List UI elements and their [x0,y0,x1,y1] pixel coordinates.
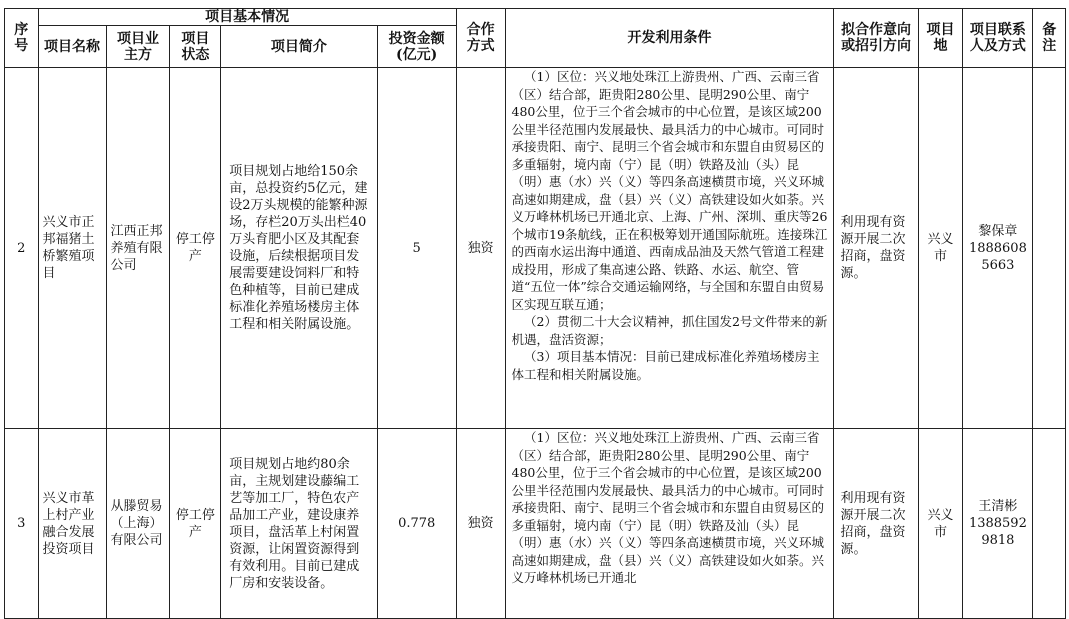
contact-phone: 13885929818 [968,516,1027,548]
condition-paragraph: （2）贯彻二十大会议精神，抓住国发2号文件带来的新机遇，盘活资源； [511,314,828,347]
header-intent: 拟合作意向或招引方向 [834,9,918,68]
row-status: 停工停产 [170,429,221,619]
row-intent: 利用现有资源开展二次招商，盘资源。 [834,68,918,429]
table-row [5,429,1066,619]
row-conditions [505,68,834,429]
header-owner: 项目业主方 [106,26,170,68]
row-contact [963,429,1033,619]
header-summary: 项目简介 [221,26,377,68]
header-basic-group: 项目基本情况 [38,9,456,26]
contact-name: 王清彬 [978,499,1018,514]
row-status: 停工停产 [170,68,221,429]
project-table [4,8,1066,619]
header-index: 序号 [5,9,39,68]
contact-phone: 18886085663 [968,240,1027,273]
row-remark [1033,429,1066,619]
header-conditions: 开发利用条件 [505,9,834,68]
row-owner: 从滕贸易（上海）有限公司 [106,429,170,619]
row-conditions [505,429,834,619]
table-row [5,68,1066,429]
header-name: 项目名称 [38,26,106,68]
row-name: 兴义市正邦福猪土桥繁殖项目 [38,68,106,429]
row-remark [1033,68,1066,429]
header-status: 项目状态 [170,26,221,68]
condition-paragraph: （1）区位：兴义地处珠江上游贵州、广西、云南三省（区）结合部，距贵阳280公里、昆明290公里、南宁480公里，位于三个省会城市的中心位置，是该区域200公里半径范围内发展最快、最具活力的中心城市。可同时承接贵阳、南宁、昆明三个省会城市和东盟自由贸易区的多重辐射，境内南（宁）昆（明）铁路及汕（头）昆（明）惠（水）兴（义）等四条高速横贯市境，兴义环城高速如期建成，盘（县）兴（义）高铁建设如火如荼。兴义万峰林机场已开通北 [511,430,825,585]
row-owner: 江西正邦养殖有限公司 [106,68,170,429]
condition-paragraph: （1）区位：兴义地处珠江上游贵州、广西、云南三省（区）结合部，距贵阳280公里、昆明290公里、南宁480公里，位于三个省会城市的中心位置，是该区域200公里半径范围内发展最快、最具活力的中心城市。可同时承接贵阳、南宁、昆明三个省会城市和东盟自由贸易区的多重辐射，境内南（宁）昆（明）铁路及汕（头）昆（明）惠（水）兴（义）等四条高速横贯市境，兴义环城高速如期建成，盘（县）兴（义）高铁建设如火如荼。兴义万峰林机场已开通北京、上海、广州、深圳、重庆等26个城市19条航线，正在积极筹划开通国际航班。连接珠江的西南水运出海中通道、西南成品油及天然气管道工程建成投用，形成了集高速公路、铁路、水运、航空、管道“五位一体”综合交通运输网络，与全国和东盟自由贸易区实现互联互通； [511,69,828,312]
header-remark: 备注 [1033,9,1066,68]
row-investment: 5 [377,68,456,429]
row-summary: 项目规划占地约80余亩，主规划建设藤编工艺等加工厂，特色农产品加工产业，建设康养项目，盘活革上村闲置资源，让闲置资源得到有效利用。目前已建成厂房和安装设备。 [221,429,377,619]
row-index: 3 [5,429,39,619]
condition-paragraph: （3）项目基本情况：目前已建成标准化养殖场楼房主体工程和相关附属设施。 [511,349,820,382]
header-investment: 投资金额(亿元) [377,26,456,68]
row-summary: 项目规划占地给150余亩，总投资约5亿元，建设2万头规模的能繁种源场，存栏20万头出栏40万头育肥小区及其配套设施，后续根据项目发展需要建设饲料厂和特色种植等，目前已建成标准化养殖场楼房主体工程和相关附属设施。 [221,68,377,429]
header-cooperation: 合作方式 [456,9,505,68]
row-index: 2 [5,68,39,429]
row-cooperation: 独资 [456,68,505,429]
row-cooperation: 独资 [456,429,505,619]
row-investment: 0.778 [377,429,456,619]
header-location: 项目地 [918,9,963,68]
row-intent: 利用现有资源开展二次招商，盘资源。 [834,429,918,619]
row-location: 兴义市 [918,429,963,619]
header-contact: 项目联系人及方式 [963,9,1033,68]
contact-name: 黎保章 [978,223,1018,239]
row-name: 兴义市革上村产业融合发展投资项目 [38,429,106,619]
row-location: 兴义市 [918,68,963,429]
row-contact [963,68,1033,429]
